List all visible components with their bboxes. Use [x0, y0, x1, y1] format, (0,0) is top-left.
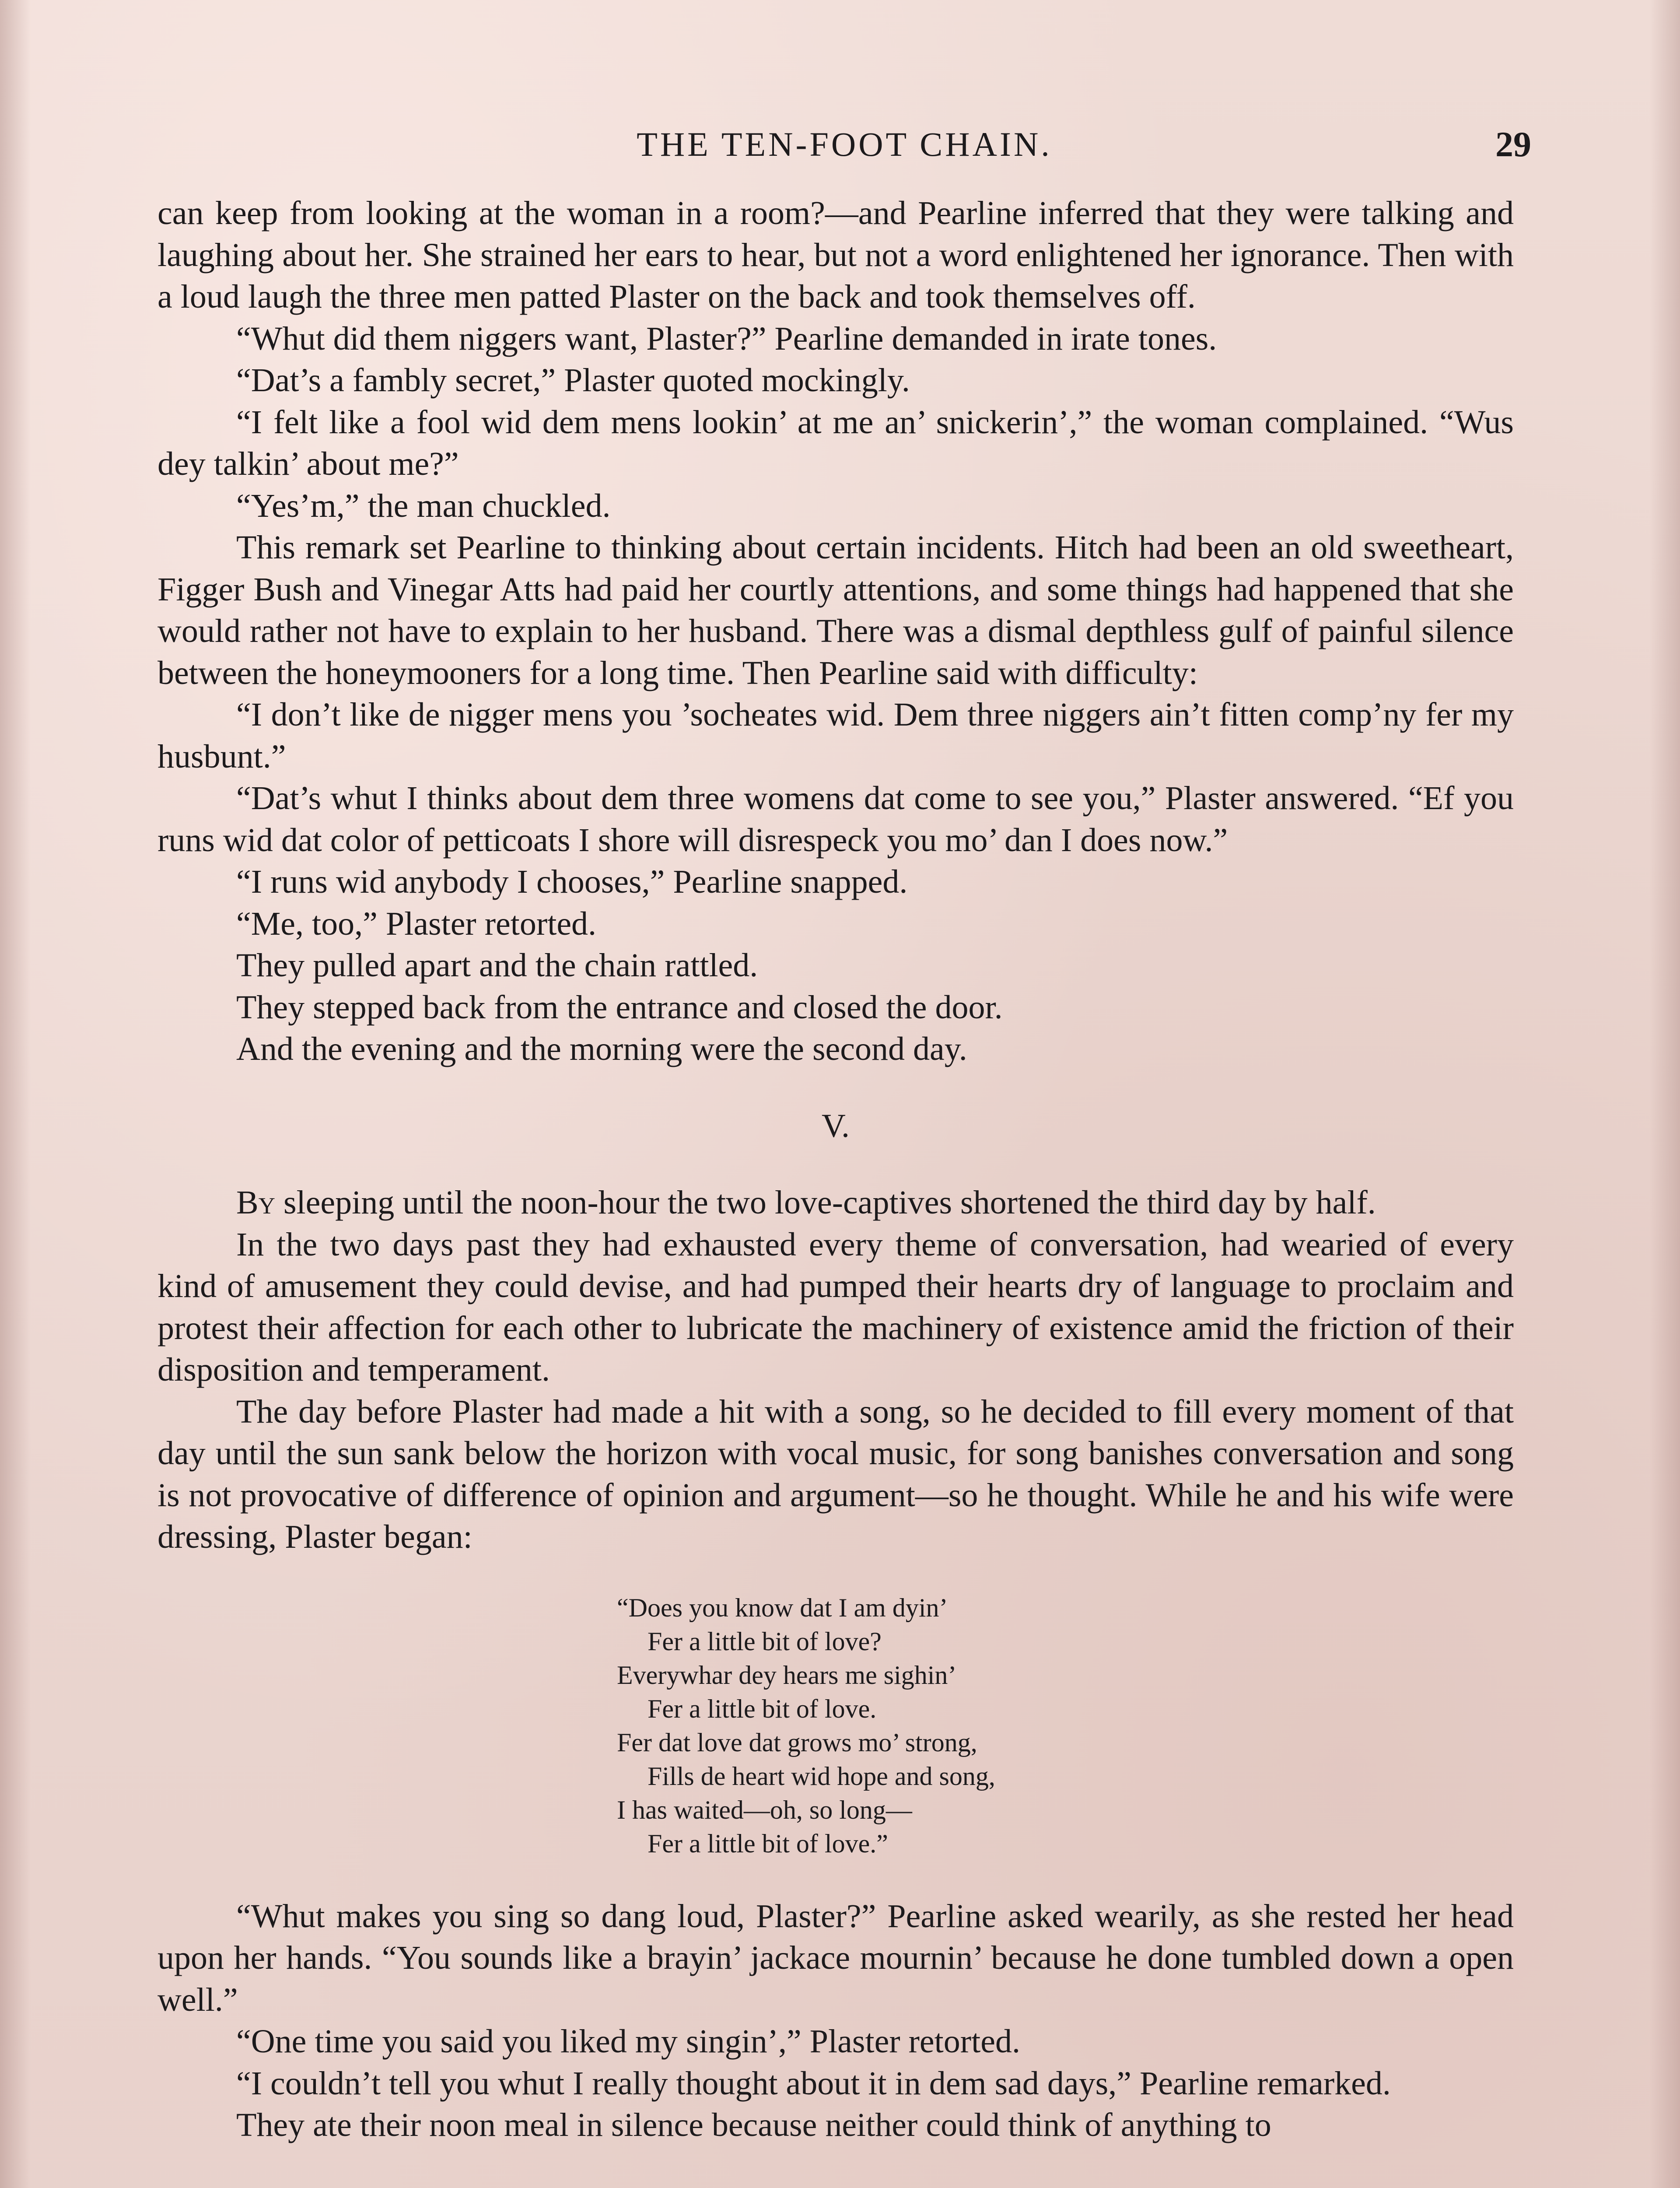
- verse-line: Fer a little bit of love.: [648, 1694, 877, 1723]
- paragraph: They ate their noon meal in silence because neither could think of anything to: [236, 2107, 1271, 2143]
- paragraph: “Whut did them niggers want, Plaster?” Pearline demanded in irate tones.: [236, 320, 1217, 357]
- page-edge-shadow-right: [1649, 0, 1680, 2188]
- verse-line: “Does you know dat I am dyin’: [617, 1593, 948, 1622]
- running-title: THE TEN-FOOT CHAIN.: [637, 125, 1052, 163]
- page-number: 29: [1495, 124, 1531, 164]
- body-text: [158, 193, 1514, 2146]
- verse-line: Fills de heart wid hope and song,: [648, 1761, 995, 1791]
- page-edge-shadow-left: [0, 0, 31, 2188]
- verse-line: Fer dat love dat grows mo’ strong,: [617, 1728, 977, 1757]
- paragraph: “One time you said you liked my singin’,” Plaster retorted.: [236, 2023, 1020, 2060]
- verse-line: Everywhar dey hears me sighin’: [617, 1660, 957, 1690]
- paragraph: “I runs wid anybody I chooses,” Pearline snapped.: [236, 863, 908, 900]
- paragraph: “Whut makes you sing so dang loud, Plaster?” Pearline asked wearily, as she rested her head upon her hands. “You sounds like a brayin’ jackace mournin’ because he done tumbled down a open well.”: [158, 1897, 1514, 2018]
- paragraph: And the evening and the morning were the second day.: [236, 1031, 967, 1067]
- section-first-text: sleeping until the noon-hour the two love-captives shortened the third day by half.: [275, 1184, 1376, 1221]
- paragraph: “Me, too,” Plaster retorted.: [236, 905, 597, 942]
- text-part-1: [158, 193, 1514, 1070]
- paragraph: “I felt like a fool wid dem mens lookin’ at me an’ snickerin’,” the woman complained. “Wus dey talkin’ about me?”: [158, 403, 1514, 482]
- text-part-3: [158, 1896, 1514, 2146]
- paragraph: They pulled apart and the chain rattled.: [236, 947, 758, 984]
- section-heading: V.: [821, 1107, 850, 1144]
- section-drop-word: By: [236, 1184, 275, 1221]
- paragraph: “Dat’s whut I thinks about dem three womens dat come to see you,” Plaster answered. “Ef you runs wid dat color of petticoats I shore will disrespeck you mo’ dan I does now.”: [158, 780, 1514, 859]
- paragraph: “I couldn’t tell you whut I really thought about it in dem sad days,” Pearline remarked.: [236, 2065, 1391, 2102]
- paragraph: “Dat’s a fambly secret,” Plaster quoted mockingly.: [236, 362, 910, 399]
- paragraph: “Yes’m,” the man chuckled.: [236, 487, 611, 524]
- verse-line: Fer a little bit of love?: [648, 1627, 882, 1656]
- song-verse: [617, 1591, 1514, 1861]
- section-first-paragraph: [158, 1182, 1514, 1224]
- verse-line: I has waited—oh, so long—: [617, 1795, 912, 1824]
- verse-line: Fer a little bit of love.”: [648, 1829, 888, 1858]
- paragraph: “I don’t like de nigger mens you ’socheates wid. Dem three niggers ain’t fitten comp’ny fer my husbunt.”: [158, 696, 1514, 775]
- paragraph: can keep from looking at the woman in a room?—and Pearline inferred that they were talking and laughing about her. She strained her ears to hear, but not a word enlightened her ignorance. Then with a loud laugh the three men patted Plaster on the back and took themselves off.: [158, 195, 1514, 315]
- paragraph: The day before Plaster had made a hit with a song, so he decided to fill every moment of that day until the sun sank below the horizon with vocal music, for song banishes conversation and song is not provocative of difference of opinion and argument—so he thought. While he and his wife were dressing, Plaster began:: [158, 1393, 1514, 1555]
- paragraph: In the two days past they had exhausted every theme of conversation, had wearied of every kind of amusement they could devise, and had pumped their hearts dry of language to proclaim and protest their affection for each other to lubricate the machinery of existence amid the friction of their disposition and temperament.: [158, 1226, 1514, 1388]
- text-part-2: [158, 1224, 1514, 1558]
- page-header: [158, 118, 1531, 171]
- paragraph: This remark set Pearline to thinking about certain incidents. Hitch had been an old sweetheart, Figger Bush and Vinegar Atts had paid her courtly attentions, and some things had happened that she would rather not have to explain to her husband. There was a dismal depthless gulf of painful silence between the honeymooners for a long time. Then Pearline said with difficulty:: [158, 529, 1514, 691]
- paragraph: They stepped back from the entrance and closed the door.: [236, 989, 1003, 1026]
